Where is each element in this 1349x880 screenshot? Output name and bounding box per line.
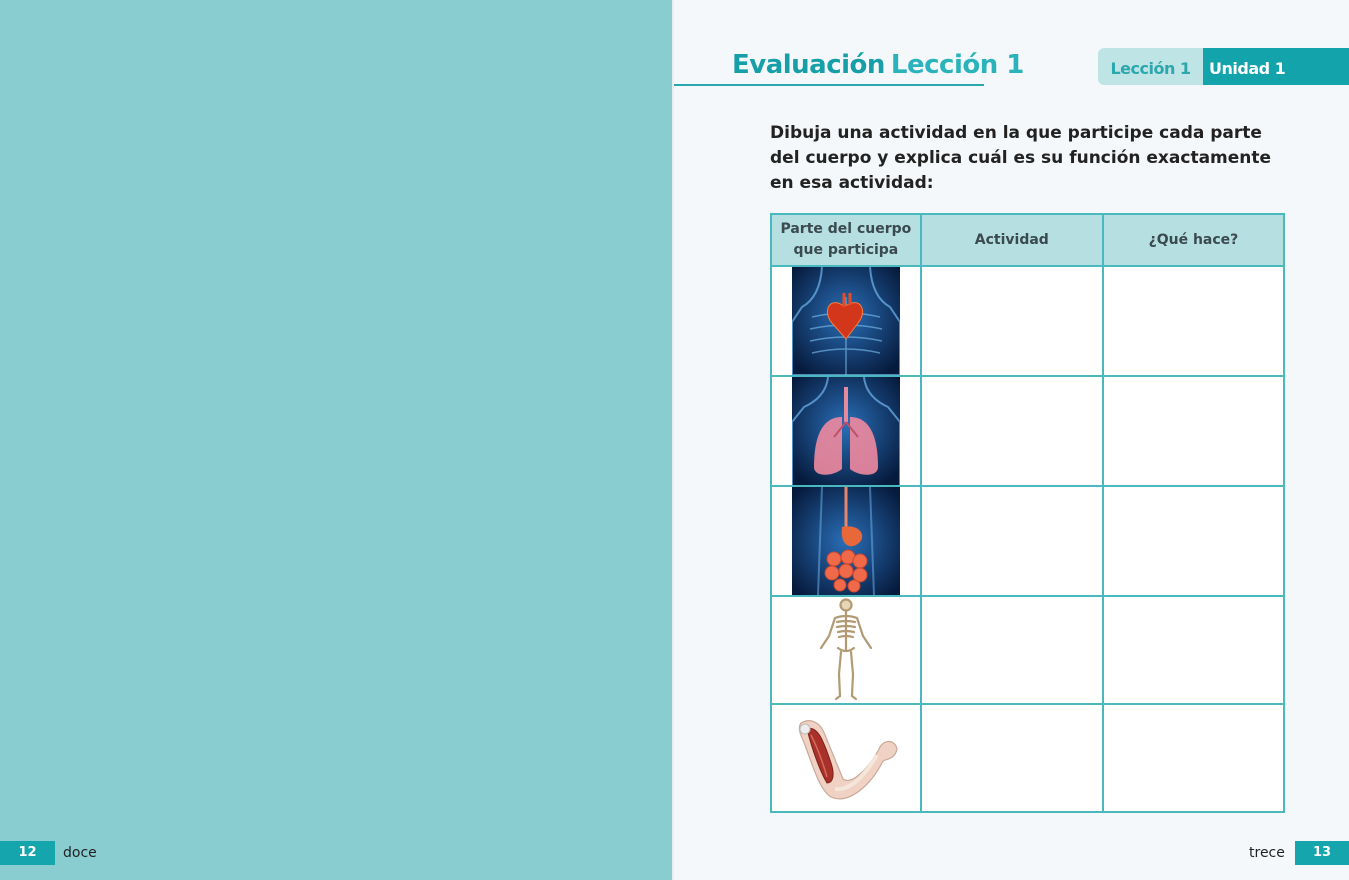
body-part-cell <box>771 704 921 812</box>
body-part-cell <box>771 486 921 596</box>
table-row <box>771 266 1284 376</box>
table-header-row <box>771 214 1284 266</box>
function-cell[interactable] <box>1103 376 1284 486</box>
left-page <box>0 0 672 880</box>
page-spine <box>672 0 674 880</box>
tab-leccion: Lección 1 <box>1098 48 1203 85</box>
function-cell[interactable] <box>1103 704 1284 812</box>
table-row <box>771 596 1284 704</box>
table-row <box>771 486 1284 596</box>
header-what-it-does: ¿Qué hace? <box>1103 214 1284 266</box>
activity-cell[interactable] <box>921 266 1103 376</box>
function-cell[interactable] <box>1103 596 1284 704</box>
section-tabs <box>1098 48 1349 85</box>
page-title <box>674 48 1024 86</box>
tab-unidad: Unidad 1 <box>1203 48 1349 85</box>
body-part-cell <box>771 596 921 704</box>
worksheet-table <box>770 213 1285 813</box>
title-main: Evaluación <box>732 50 885 80</box>
function-cell[interactable] <box>1103 486 1284 596</box>
instruction-text: Dibuja una actividad en la que participe cada parte del cuerpo y explica cuál es su función exactamente en esa actividad: <box>770 123 1272 193</box>
table-row <box>771 376 1284 486</box>
activity-cell[interactable] <box>921 486 1103 596</box>
title-sub: Lección 1 <box>890 50 1024 80</box>
function-cell[interactable] <box>1103 266 1284 376</box>
arm-muscle-icon <box>791 713 901 803</box>
right-page-number: 13 <box>1295 841 1349 865</box>
header-activity: Actividad <box>921 214 1103 266</box>
body-part-cell <box>771 266 921 376</box>
lungs-anatomy-icon <box>792 377 900 485</box>
activity-cell[interactable] <box>921 704 1103 812</box>
skeleton-icon <box>811 598 881 702</box>
digestive-system-icon <box>792 487 900 595</box>
table-row <box>771 704 1284 812</box>
left-page-number: 12 <box>0 841 55 865</box>
heart-anatomy-icon <box>792 267 900 375</box>
activity-cell[interactable] <box>921 376 1103 486</box>
right-page-word: trece <box>1249 845 1285 861</box>
body-part-cell <box>771 376 921 486</box>
left-page-word: doce <box>63 845 97 861</box>
activity-cell[interactable] <box>921 596 1103 704</box>
header-body-part: Parte del cuerpo que participa <box>771 214 921 266</box>
